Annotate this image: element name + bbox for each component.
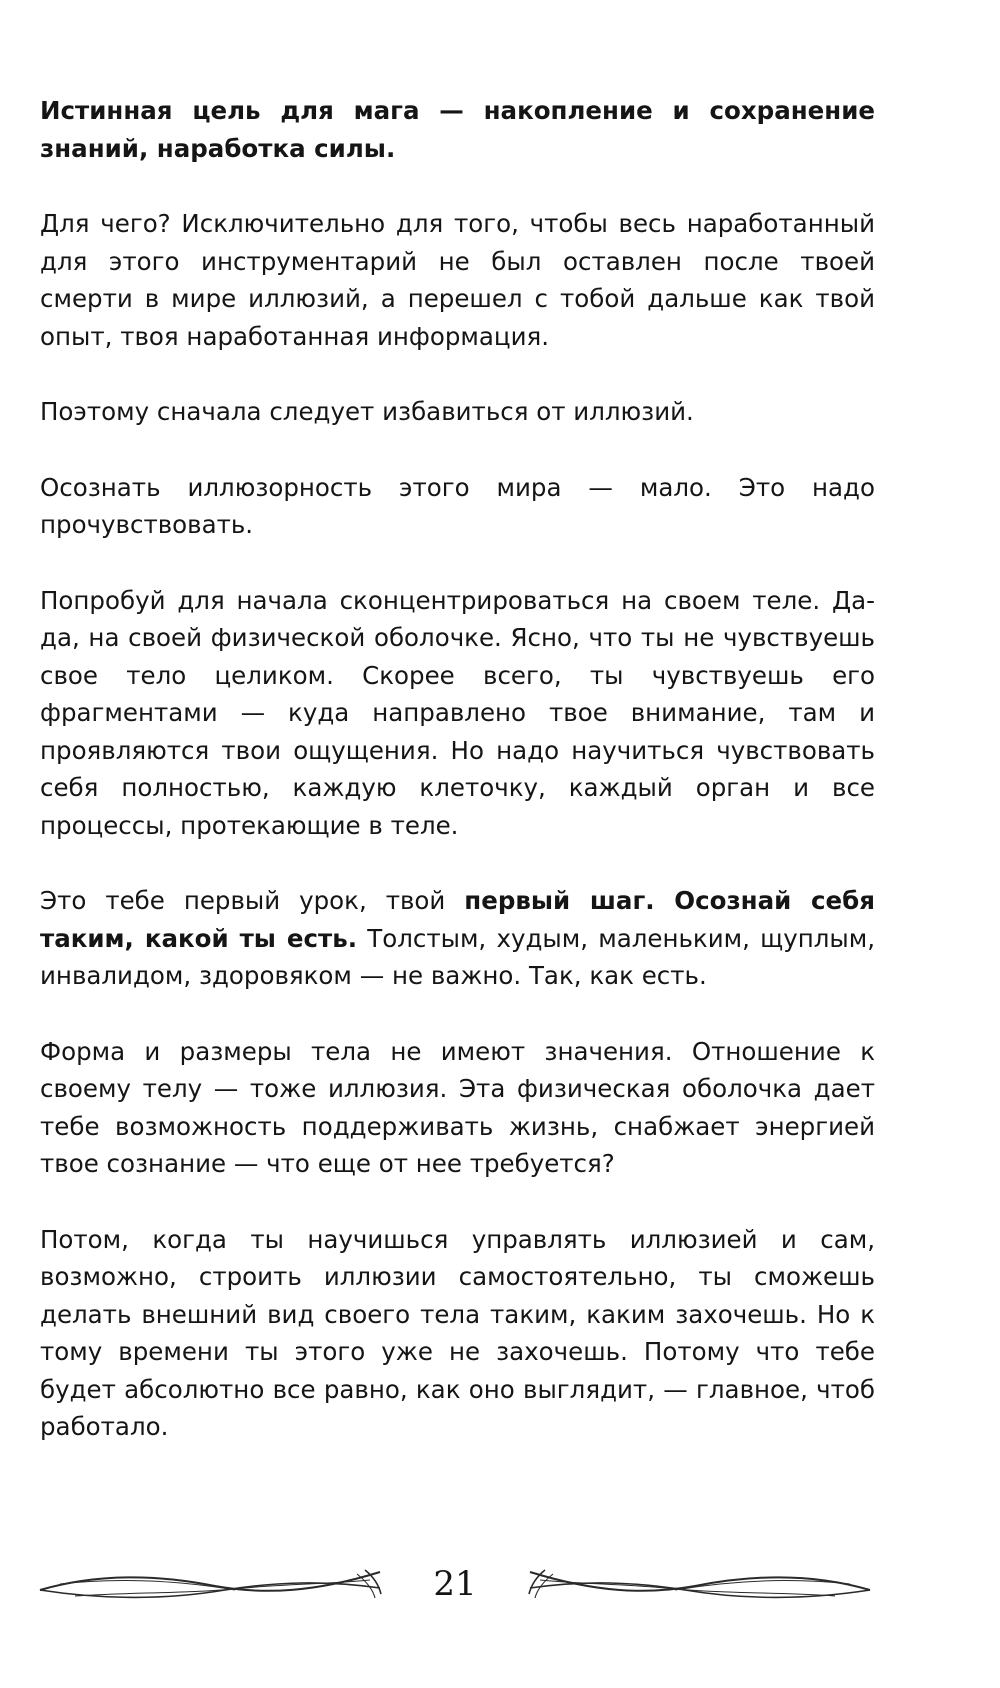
paragraph-6 xyxy=(40,882,875,995)
paragraph-2 xyxy=(40,205,875,355)
paragraph-5-segment-1: Попробуй для начала сконцентрироваться на своем теле. Да-да, на своей физической оболочке. Ясно, что ты не чувствуешь свое тело целиком. Скорее всего, ты чувствуешь его фрагментами — куда направлено твое внимание, там и проявляются твои ощущения. Но надо научиться чувствовать себя полностью, каждую клеточку, каждый орган и все процессы, протекающие в теле. xyxy=(40,585,875,840)
paragraph-5 xyxy=(40,582,875,845)
paragraph-7 xyxy=(40,1033,875,1183)
paragraph-6-segment-3: Толстым, худым, маленьким, щуплым, инвалидом, здоровяком — не важно. Так, как есть. xyxy=(40,923,875,990)
paragraph-1 xyxy=(40,92,875,167)
paragraph-3-segment-1: Поэтому сначала следует избавиться от иллюзий. xyxy=(40,397,694,426)
paragraph-8 xyxy=(40,1221,875,1446)
paragraph-1-segment-1: Истинная цель для мага — накопление и сохранение знаний, наработка силы. xyxy=(40,96,875,163)
page-footer xyxy=(35,1560,875,1610)
paragraph-4-segment-1: Осознать иллюзорность этого мира — мало. Это надо прочувствовать. xyxy=(40,472,875,539)
paragraph-6-segment-2-bold: первый шаг. Осознай себя таким, какой ты есть. xyxy=(40,886,875,953)
paragraph-4 xyxy=(40,469,875,544)
paragraph-6-segment-1: Это тебе первый урок, твой xyxy=(40,886,465,915)
paragraph-3 xyxy=(40,393,875,431)
paragraph-2-segment-1: Для чего? Исключительно для того, чтобы весь наработанный для этого инструментарий не был оставлен после твоей смерти в мире иллюзий, а перешел с тобой дальше как твой опыт, твоя наработанная информация. xyxy=(40,209,875,351)
paragraph-8-segment-1: Потом, когда ты научишься управлять иллюзией и сам, возможно, строить иллюзии самостоятельно, ты сможешь делать внешний вид своего тела таким, каким захочешь. Но к тому времени ты этого уже не захочешь. Потому что тебе будет абсолютно все равно, как оно выглядит, — главное, чтоб работало. xyxy=(40,1224,875,1441)
paragraph-7-segment-1: Форма и размеры тела не имеют значения. Отношение к своему телу — тоже иллюзия. Эта физическая оболочка дает тебе возможность поддерживать жизнь, снабжает энергией твое сознание — что еще от нее требуется? xyxy=(40,1036,875,1178)
page-body-text xyxy=(40,92,875,1446)
page-number: 21 xyxy=(433,1564,477,1604)
right-flourish-icon xyxy=(525,1560,875,1610)
